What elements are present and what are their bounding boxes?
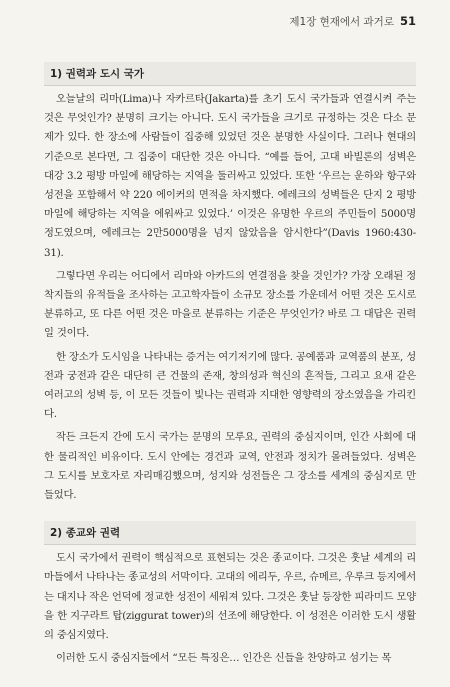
page-number: 51 bbox=[399, 14, 416, 28]
paragraph: 한 장소가 도시임을 나타내는 증거는 여기저기에 많다. 공예품과 교역품의 분포, 성전과 궁전과 같은 대단히 큰 건물의 존재, 창의성과 혁신의 흔적들, 그리고 요새 같은 여러고의 성벽 등, 이 모든 것들이 빛나는 권력과 지대한 영향력의 장소였음을 가리킨다. bbox=[44, 350, 416, 421]
paragraph: 오늘날의 리마(Lima)나 자카르타(Jakarta)를 초기 도시 국가들과 연결시켜 주는 것은 무엇인가? 분명히 크기는 아니다. 도시 국가들을 크기로 규정하는 것은 다소 문제가 있다. 한 장소에 사람들이 집중해 있었던 것은 분명한 사실이다. 그러나 현대의 기준으로 본다면, 그 집중이 대단한 것은 아니다. “예를 들어, 고대 바빌론의 성벽은 대강 3.2 평방 마일에 해당하는 지역을 둘러싸고 있었다. 또한 ‘우르는 운하와 항구와 성전을 포함해서 약 220 에이커의 면적을 차지했다. 에레크의 성벽들은 단지 2 평방 마일에 해당하는 지역을 에워싸고 있었다.’ 이것은 유명한 우르의 주민들이 5000명 정도였으며, 에레크는 2만5000명을 넘지 않았음을 암시한다”(Davis 1960:430-31). bbox=[44, 93, 416, 259]
paragraph: 도시 국가에서 권력이 핵심적으로 표현되는 것은 종교이다. 그것은 훗날 세계의 리마들에서 나타나는 종교성의 서막이다. 고대의 에리두, 우르, 슈메르, 우루크 등지에서는 대지나 작은 언덕에 정교한 성전이 세워져 있다. 그것은 훗날 등장한 피라미드 모양을 한 지구라트 탑(ziggurat tower)의 선조에 해당한다. 이 성전은 이러한 도시 생활의 중심지였다. bbox=[44, 552, 416, 642]
section-spacer bbox=[44, 509, 416, 521]
section-heading-power-city-state: 1) 권력과 도시 국가 bbox=[44, 62, 416, 86]
chapter-title: 제1장 현재에서 과거로 bbox=[289, 16, 394, 28]
paragraph: 이러한 도시 중심지들에서 “모든 특징은… 인간은 신들을 찬양하고 섬기는 목 bbox=[56, 652, 392, 665]
page-body bbox=[44, 62, 416, 672]
running-header bbox=[289, 14, 416, 29]
section-heading-religion-power: 2) 종교와 권력 bbox=[44, 521, 416, 545]
paragraph: 그렇다면 우리는 어디에서 리마와 아카드의 연결점을 찾을 것인가? 가장 오래된 정착지들의 유적들을 조사하는 고고학자들이 소규모 장소를 가운데서 어떤 것은 도시로 분류하고, 또 다른 어떤 것은 마을로 분류하는 기준은 무엇인가? 바로 그 대답은 권력일 것이다. bbox=[44, 269, 416, 340]
paragraph: 작든 크든지 간에 도시 국가는 문명의 모루요, 권력의 중심지이며, 인간 사회에 대한 물리적인 비유이다. 도시 안에는 경건과 교역, 안전과 정치가 몰려들었다. 성벽은 그 도시를 보호자로 자리매김했으며, 성지와 성전들은 그 장소를 세계의 중심지로 만들었다. bbox=[44, 431, 416, 502]
